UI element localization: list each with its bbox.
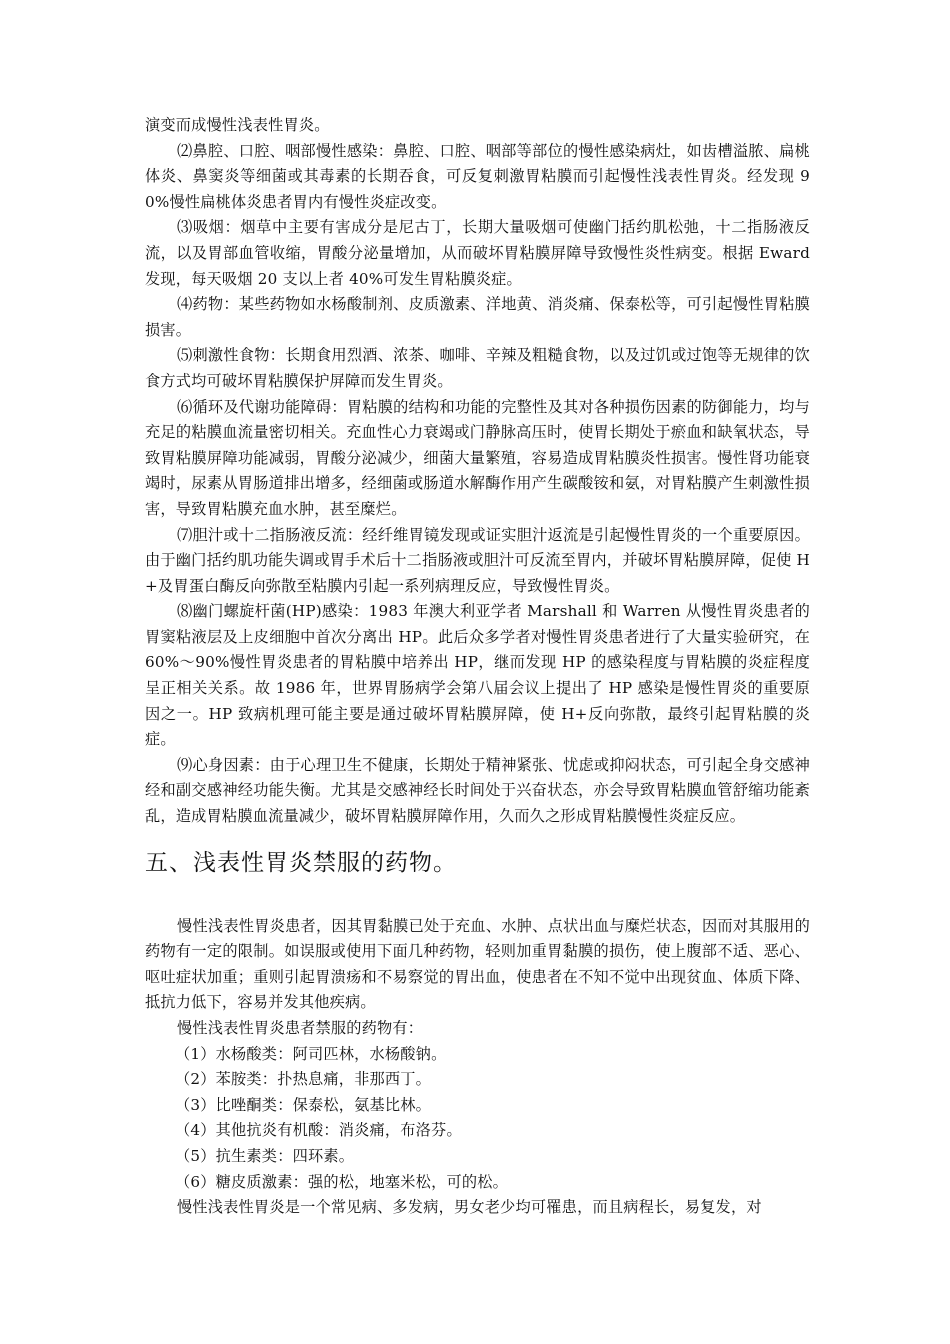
paragraph: ⑶吸烟：烟草中主要有害成分是尼古丁，长期大量吸烟可使幽门括约肌松弛，十二指肠液反流，以及胃部血管收缩，胃酸分泌量增加，从而破坏胃粘膜屏障导致慢性炎性病变。根据 Eward 发现，每天吸烟 20 支以上者 40%可发生胃粘膜炎症。 <box>145 218 810 288</box>
list-item: （4）其他抗炎有机酸：消炎痛，布洛芬。 <box>175 1121 462 1140</box>
intro-paragraph: 慢性浅表性胃炎患者，因其胃黏膜已处于充血、水肿、点状出血与糜烂状态，因而对其服用的药物有一定的限制。如误服或使用下面几种药物，轻则加重胃黏膜的损伤，使上腹部不适、恶心、呕吐症状加重；重则引起胃溃疡和不易察觉的胃出血，使患者在不知不觉中出现贫血、体质下降、抵抗力低下，容易并发其他疾病。 <box>145 916 810 1012</box>
list-item: （3）比唑酮类：保泰松，氨基比林。 <box>175 1095 432 1114</box>
document-body <box>145 113 826 1221</box>
paragraph: ⑼心身因素：由于心理卫生不健康，长期处于精神紧张、忧虑或抑闷状态，可引起全身交感神经和副交感神经功能失衡。尤其是交感神经长时间处于兴奋状态，亦会导致胃粘膜血管舒缩功能紊乱，造成胃粘膜血流量减少，破坏胃粘膜屏障作用，久而久之形成胃粘膜慢性炎症反应。 <box>145 755 810 826</box>
paragraph: ⑵鼻腔、口腔、咽部慢性感染：鼻腔、口腔、咽部等部位的慢性感染病灶，如齿槽溢脓、扁桃体炎、鼻窦炎等细菌或其毒素的长期吞食，可反复刺激胃粘膜而引起慢性浅表性胃炎。经发现 90%慢性扁桃体炎患者胃内有慢性炎症改变。 <box>145 141 810 211</box>
list-item: （2）苯胺类：扑热息痛，非那西丁。 <box>175 1070 432 1089</box>
paragraph: 演变而成慢性浅表性胃炎。 <box>145 116 330 134</box>
list-intro: 慢性浅表性胃炎患者禁服的药物有： <box>177 1019 424 1037</box>
drug-list <box>145 1042 810 1196</box>
paragraph: ⑹循环及代谢功能障碍：胃粘膜的结构和功能的完整性及其对各种损伤因素的防御能力，均与充足的粘膜血流量密切相关。充血性心力衰竭或门静脉高压时，使胃长期处于瘀血和缺氧状态，导致胃粘膜屏障功能减弱，胃酸分泌减少，细菌大量繁殖，容易造成胃粘膜炎性损害。慢性肾功能衰竭时，尿素从胃肠道排出增多，经细菌或肠道水解酶作用产生碳酸铵和氨，对胃粘膜产生刺激性损害，导致胃粘膜充血水肿，甚至糜烂。 <box>145 397 810 518</box>
paragraph: ⑷药物：某些药物如水杨酸制剂、皮质激素、洋地黄、消炎痛、保泰松等，可引起慢性胃粘膜损害。 <box>145 295 810 339</box>
causes-section <box>145 113 826 830</box>
paragraph: ⑻幽门螺旋杆菌(HP)感染：1983 年澳大利亚学者 Marshall 和 Warren 从慢性胃炎患者的胃窦粘液层及上皮细胞中首次分离出 HP。此后众多学者对慢性胃炎患者进行了大量实验研究，在 60%～90%慢性胃炎患者的胃粘膜中培养出 HP，继而发现 HP 的感染程度与胃粘膜的炎症程度呈正相关关系。故 1986 年，世界胃肠病学会第八届会议上提出了 HP 感染是慢性胃炎的重要原因之一。HP 致病机理可能主要是通过破坏胃粘膜屏障，使 H+反向弥散，最终引起胃粘膜的炎症。 <box>145 602 810 749</box>
paragraph: ⑺胆汁或十二指肠液反流：经纤维胃镜发现或证实胆汁返流是引起慢性胃炎的一个重要原因。由于幽门括约肌功能失调或胃手术后十二指肠液或胆汁可反流至胃内，并破坏胃粘膜屏障，促使 H +及胃蛋白酶反向弥散至粘膜内引起一系列病理反应，导致慢性胃炎。 <box>145 525 826 595</box>
paragraph: ⑸刺激性食物：长期食用烈酒、浓茶、咖啡、辛辣及粗糙食物，以及过饥或过饱等无规律的饮食方式均可破坏胃粘膜保护屏障而发生胃炎。 <box>145 346 810 390</box>
closing-paragraph: 慢性浅表性胃炎是一个常见病、多发病，男女老少均可罹患，而且病程长，易复发，对 <box>177 1198 762 1217</box>
list-item: （5）抗生素类：四环素。 <box>175 1146 355 1165</box>
list-item: （6）糖皮质激素：强的松，地塞米松，可的松。 <box>175 1172 509 1191</box>
list-item: （1）水杨酸类：阿司匹林，水杨酸钠。 <box>175 1044 447 1063</box>
section-heading: 五、浅表性胃炎禁服的药物。 <box>145 849 457 876</box>
